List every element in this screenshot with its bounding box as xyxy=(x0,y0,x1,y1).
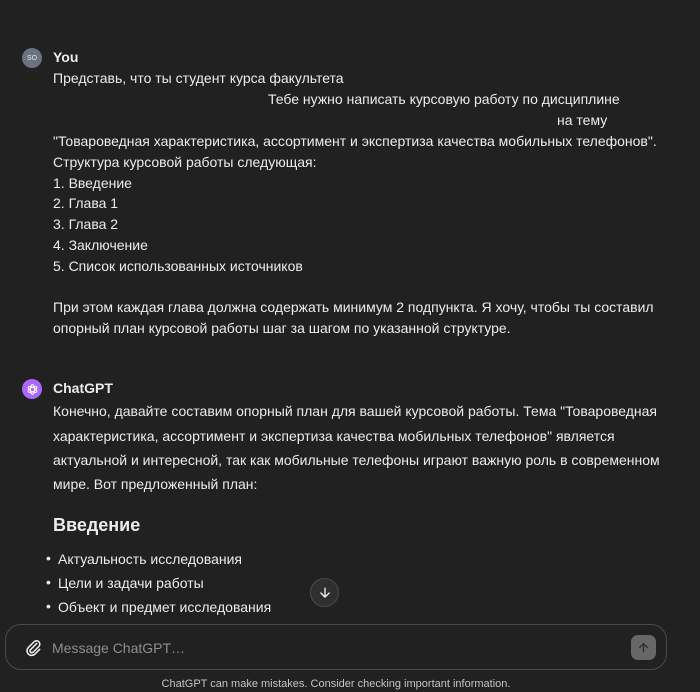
user-message-line: 1. Введение xyxy=(53,175,132,191)
user-message-line: 4. Заключение xyxy=(53,237,148,253)
message-composer xyxy=(5,624,667,670)
arrow-down-icon xyxy=(318,586,332,600)
user-message-line: Тебе нужно написать курсовую работу по дисциплине xyxy=(268,91,620,107)
bullet-dot: • xyxy=(46,598,51,614)
bullet-dot: • xyxy=(46,550,51,566)
user-message-line: 3. Глава 2 xyxy=(53,216,119,232)
assistant-avatar xyxy=(22,379,42,399)
user-message-line: 2. Глава 1 xyxy=(53,195,119,211)
assistant-message-line: характеристика, ассортимент и экспертиза качества мобильных телефонов" является xyxy=(53,428,615,444)
scroll-to-bottom-button[interactable] xyxy=(310,578,339,607)
user-message-line: "Товароведная характеристика, ассортимент и экспертиза качества мобильных телефонов". xyxy=(53,133,657,149)
user-author-name: You xyxy=(53,49,79,65)
paperclip-icon[interactable] xyxy=(23,637,43,659)
send-button[interactable] xyxy=(631,635,656,660)
section-heading: Введение xyxy=(53,515,141,535)
disclaimer-text: ChatGPT can make mistakes. Consider checking important information. xyxy=(161,678,511,690)
user-message-line: При этом каждая глава должна содержать минимум 2 подпункта. Я хочу, чтобы ты составил xyxy=(53,299,654,315)
assistant-author-name: ChatGPT xyxy=(53,380,113,396)
user-avatar xyxy=(22,48,42,68)
list-item: Цели и задачи работы xyxy=(58,575,204,591)
assistant-message-line: мире. Вот предложенный план: xyxy=(53,476,258,492)
bullet-dot: • xyxy=(46,574,51,590)
openai-logo-icon xyxy=(26,383,39,396)
assistant-message-line: актуальной и интересной, так как мобильные телефоны играют важную роль в современном xyxy=(53,452,660,468)
list-item: Объект и предмет исследования xyxy=(58,599,272,615)
message-input[interactable] xyxy=(52,635,612,661)
list-item: Актуальность исследования xyxy=(58,551,243,567)
arrow-up-icon xyxy=(637,641,650,654)
user-message-line: 5. Список использованных источников xyxy=(53,258,303,274)
assistant-message-line: Конечно, давайте составим опорный план для вашей курсовой работы. Тема "Товароведная xyxy=(53,403,658,419)
user-message-line: на тему xyxy=(557,112,608,128)
user-message-line: опорный план курсовой работы шаг за шагом по указанной структуре. xyxy=(53,320,511,336)
user-avatar-initials: SO xyxy=(26,54,38,62)
user-message-line: Структура курсовой работы следующая: xyxy=(53,154,317,170)
user-message-line: Представь, что ты студент курса факультета xyxy=(53,70,344,86)
